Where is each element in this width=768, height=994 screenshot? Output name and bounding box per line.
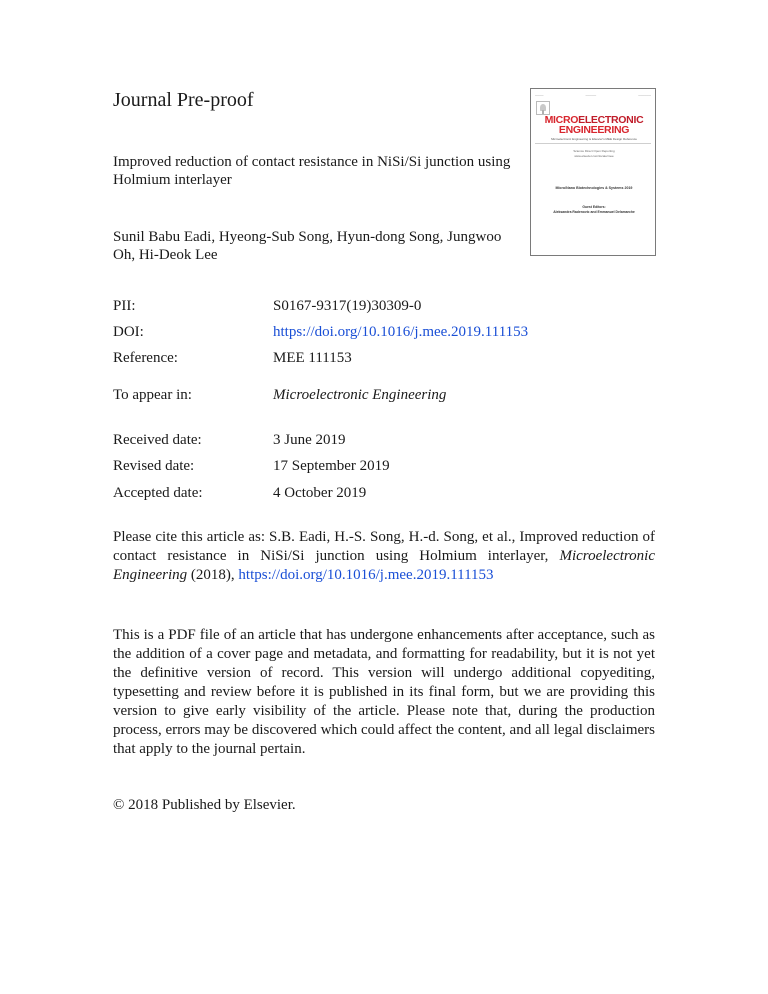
cover-editors-label: Guest Editors: — [582, 205, 606, 209]
cover-brand-line-2: ENGINEERING — [558, 124, 630, 136]
article-authors: Sunil Babu Eadi, Hyeong-Sub Song, Hyun-dong Song, Jungwoo Oh, Hi-Deok Lee — [113, 229, 502, 263]
cover-issue-title: Micro/Nano Biotechnologies & Systems 2019 — [555, 186, 633, 190]
to-appear-in-label: To appear in: — [113, 387, 192, 403]
received-date-value: 3 June 2019 — [273, 432, 346, 448]
pii-value: S0167-9317(19)30309-0 — [273, 298, 422, 314]
cover-editors — [535, 205, 653, 214]
cover-top-bar: ──── ───── ────── — [535, 93, 651, 97]
cover-divider — [535, 143, 651, 144]
accepted-date-value: 4 October 2019 — [273, 485, 367, 501]
revised-date-label: Revised date: — [113, 458, 195, 474]
citation-journal: Microelectronic Engineering — [113, 548, 655, 583]
cover-small-text-1: Science Direct Open Reporting — [573, 149, 615, 153]
article-title: Improved reduction of contact resistance in NiSi/Si junction using Holmium interlayer — [113, 154, 511, 188]
elsevier-tree-logo-icon — [536, 101, 550, 115]
cover-editors-names: Aleksandra Radenovic and Emmanuel Delamarche — [553, 209, 635, 214]
cover-brand-line-1: MICROELECTRONIC — [544, 114, 644, 126]
citation-year: (2018), — [187, 567, 239, 583]
citation-doi-link[interactable]: https://doi.org/10.1016/j.mee.2019.111153 — [238, 567, 494, 583]
cover-small-text-2: www.elsevier.com/locate/mee — [574, 154, 614, 158]
journal-pre-proof-heading: Journal Pre-proof — [113, 89, 254, 111]
reference-label: Reference: — [113, 350, 178, 366]
pii-label: PII: — [113, 298, 136, 314]
citation-text: Please cite this article as: S.B. Eadi, H.-S. Song, H.-d. Song, et al., Improved reduction of contact resistance in NiSi/Si junction using Holmium interlayer, — [113, 529, 655, 564]
reference-value: MEE 111153 — [273, 350, 352, 366]
pre-proof-notice: This is a PDF file of an article that has undergone enhancements after acceptance, such as the addition of a cover page and metadata, and formatting for readability, but it is not yet the definitive version of record. This version will undergo additional copyediting, typesetting and review before it is published in its final form, but we are providing this version to give early visibility of the article. Please note that, during the production process, errors may be discovered which could affect the content, and all legal disclaimers that apply to the journal pertain. — [113, 627, 655, 757]
journal-cover-image — [530, 88, 656, 256]
citation-paragraph — [113, 528, 655, 585]
doi-link[interactable]: https://doi.org/10.1016/j.mee.2019.111153 — [273, 324, 529, 340]
received-date-label: Received date: — [113, 432, 202, 448]
journal-name: Microelectronic Engineering — [273, 387, 447, 403]
doi-label: DOI: — [113, 324, 144, 340]
revised-date-value: 17 September 2019 — [273, 458, 390, 474]
accepted-date-label: Accepted date: — [113, 485, 203, 501]
cover-subtitle: Microelectronic Engineering is Elsevier's MEE Design Reference — [551, 137, 637, 141]
copyright-notice: © 2018 Published by Elsevier. — [113, 797, 296, 813]
